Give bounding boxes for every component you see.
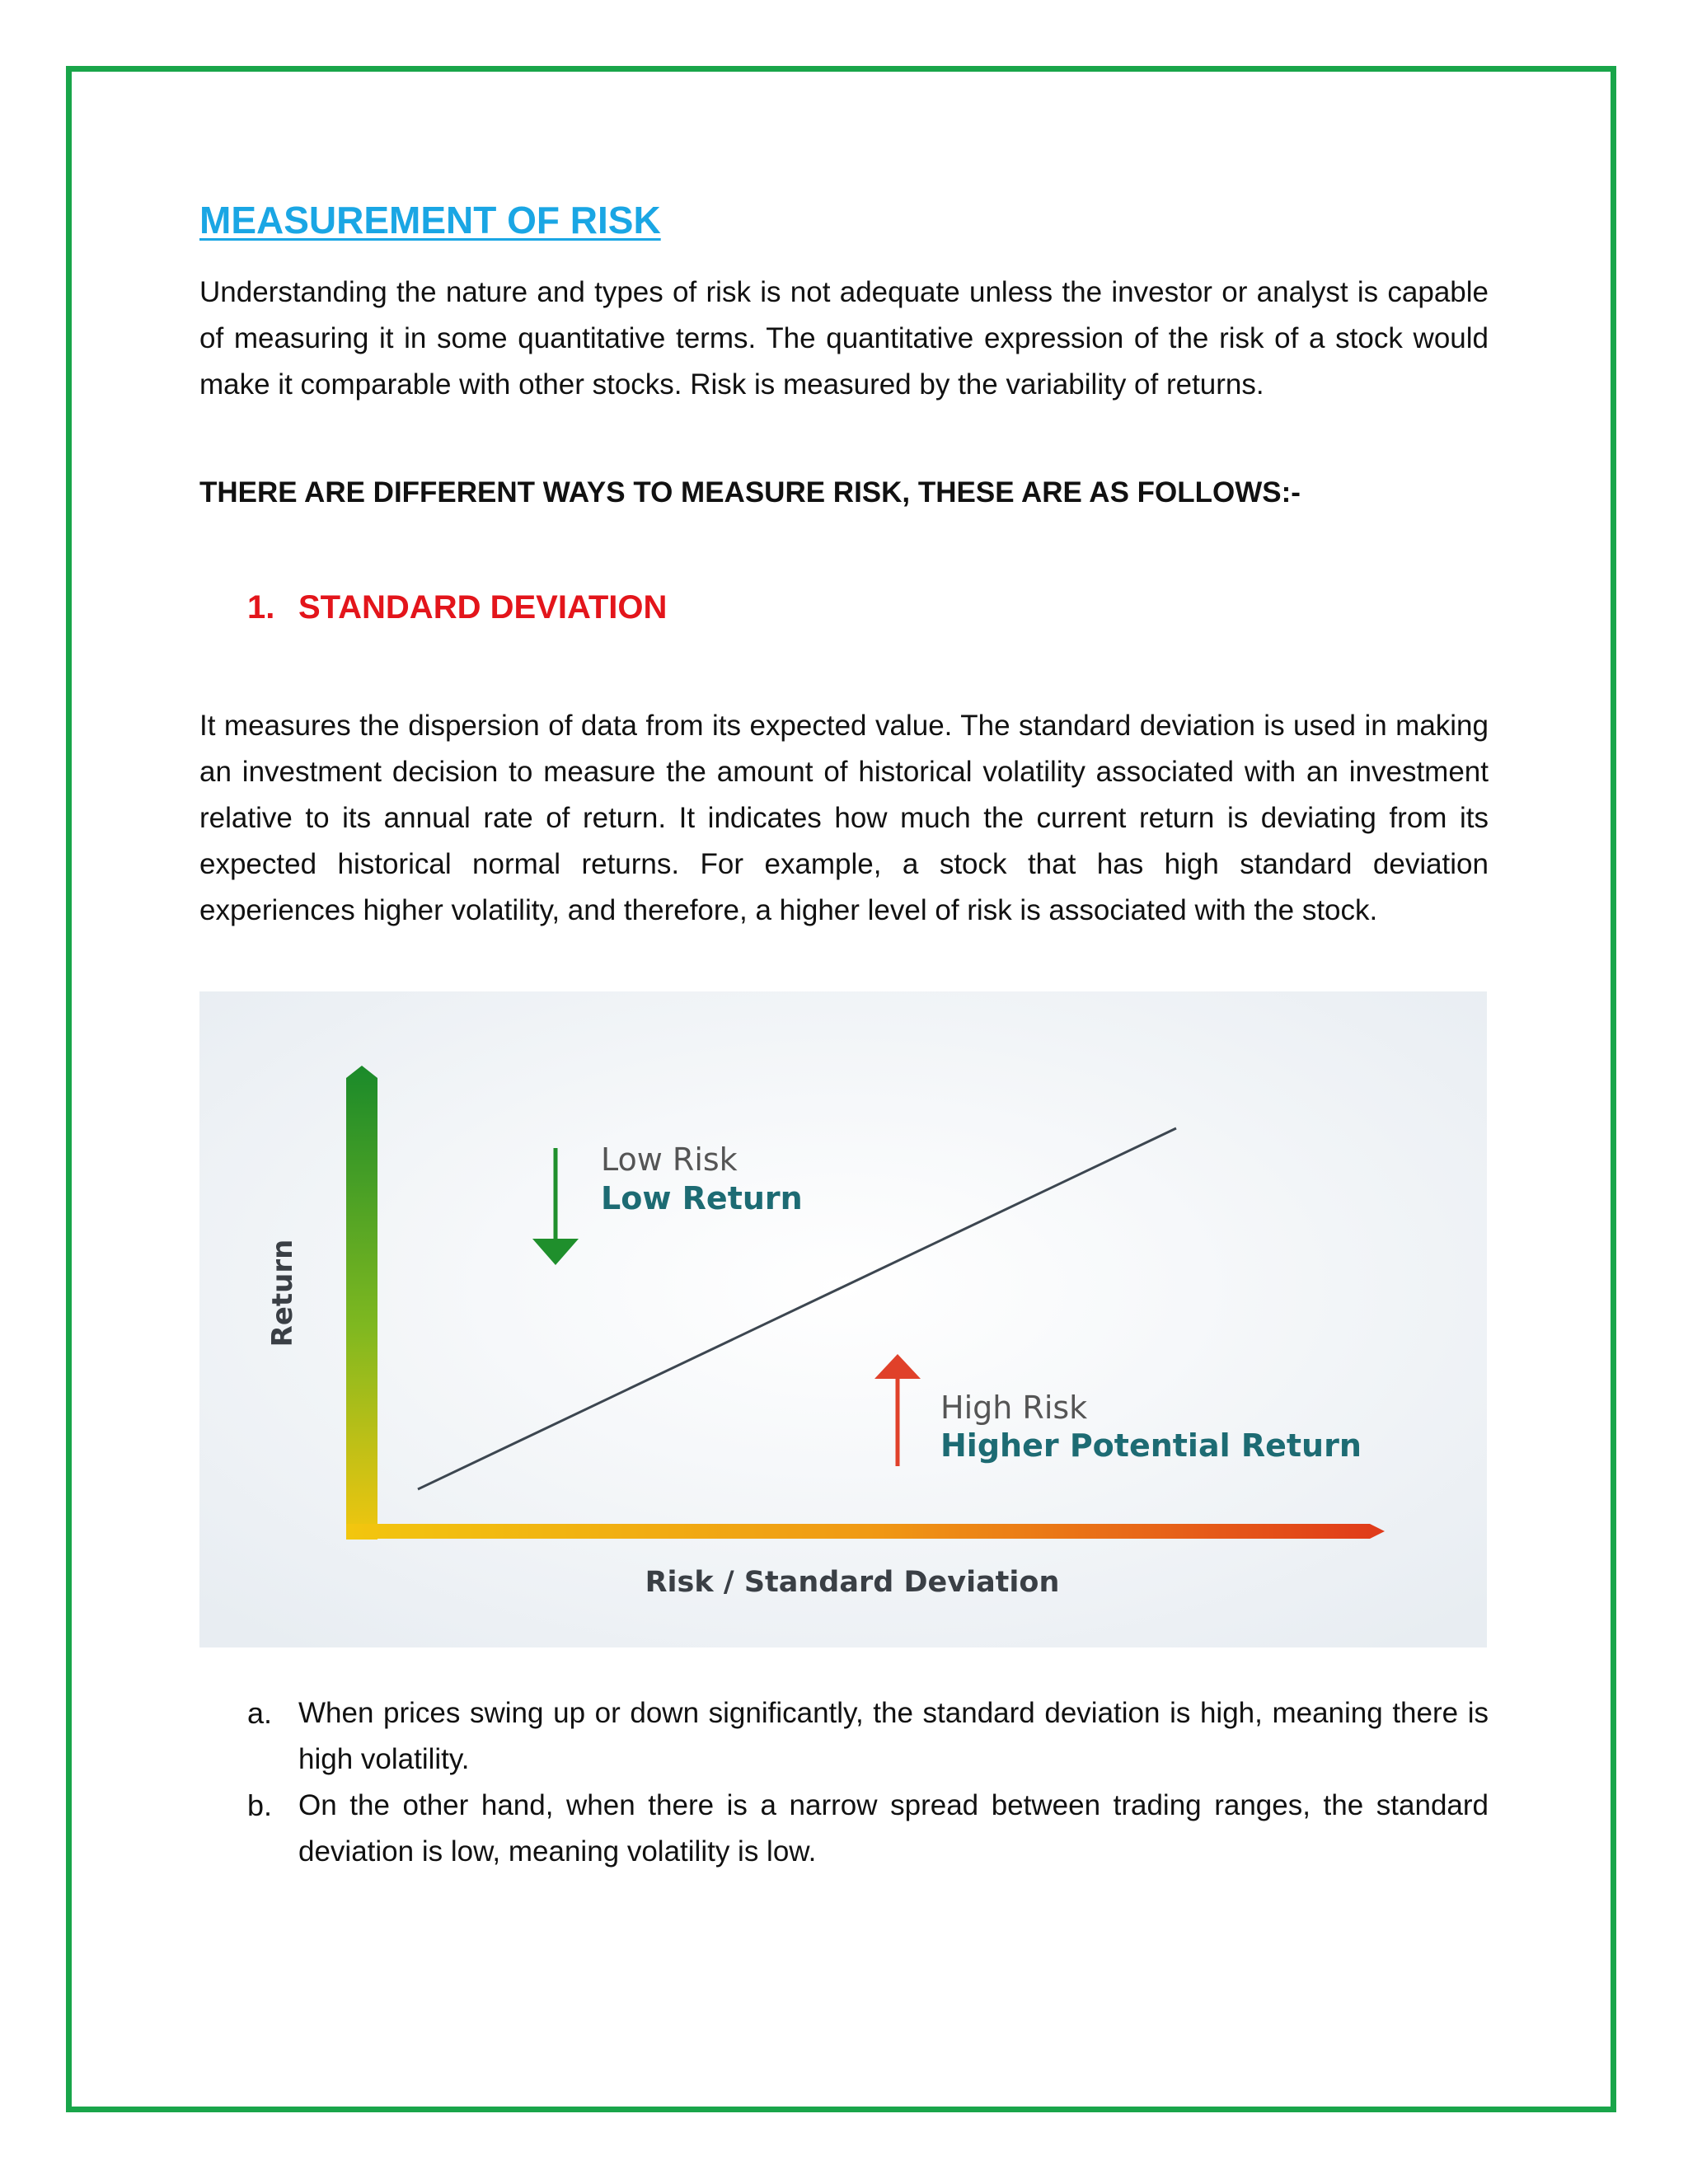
risk-return-figure: [199, 991, 1487, 1647]
high-risk-label: High Risk: [940, 1390, 1088, 1427]
list-item-text: When prices swing up or down significantly, the standard deviation is high, meaning there is high volatility.: [298, 1697, 1489, 1776]
list-item: [199, 1690, 1489, 1783]
section-number: 1.: [247, 589, 275, 626]
list-item: [199, 1783, 1489, 1875]
list-marker: b.: [247, 1788, 273, 1823]
list-item-text: On the other hand, when there is a narrow spread between trading ranges, the standard deviation is low, meaning volatility is low.: [298, 1789, 1489, 1868]
list-marker: a.: [247, 1696, 273, 1731]
low-return-label: Low Return: [601, 1180, 803, 1217]
figure-background: [199, 991, 1487, 1647]
standard-deviation-list: [199, 1690, 1489, 1875]
section-title: STANDARD DEVIATION: [298, 589, 668, 626]
section-body-paragraph: It measures the dispersion of data from its expected value. The standard deviation is used in making an investment decision to measure the amount of historical volatility associated with an investment relative to its annual rate of return. It indicates how much the current return is deviating from its expected historical normal returns. For example, a stock that has high standard deviation experiences higher volatility, and therefore, a higher level of risk is associated with the stock.: [199, 710, 1489, 927]
low-risk-label: Low Risk: [601, 1141, 738, 1179]
intro-paragraph: Understanding the nature and types of risk is not adequate unless the investor or analyst is capable of measuring it in some quantitative terms. The quantitative expression of the risk of a stock would make it comparable with other stocks. Risk is measured by the variability of returns.: [199, 276, 1489, 401]
page-title: MEASUREMENT OF RISK: [199, 199, 661, 241]
y-axis-label: Return: [266, 1239, 299, 1347]
ways-subheading: THERE ARE DIFFERENT WAYS TO MEASURE RISK, THESE ARE AS FOLLOWS:-: [199, 476, 1301, 509]
y-axis-arrow: [346, 1066, 377, 1540]
risk-return-diagram: [199, 991, 1487, 1647]
x-axis-label: Risk / Standard Deviation: [645, 1566, 1060, 1600]
x-axis-arrow: [346, 1524, 1385, 1539]
section-heading: [247, 588, 1489, 627]
high-return-label: Higher Potential Return: [940, 1427, 1362, 1465]
document-content: [199, 198, 1489, 1875]
